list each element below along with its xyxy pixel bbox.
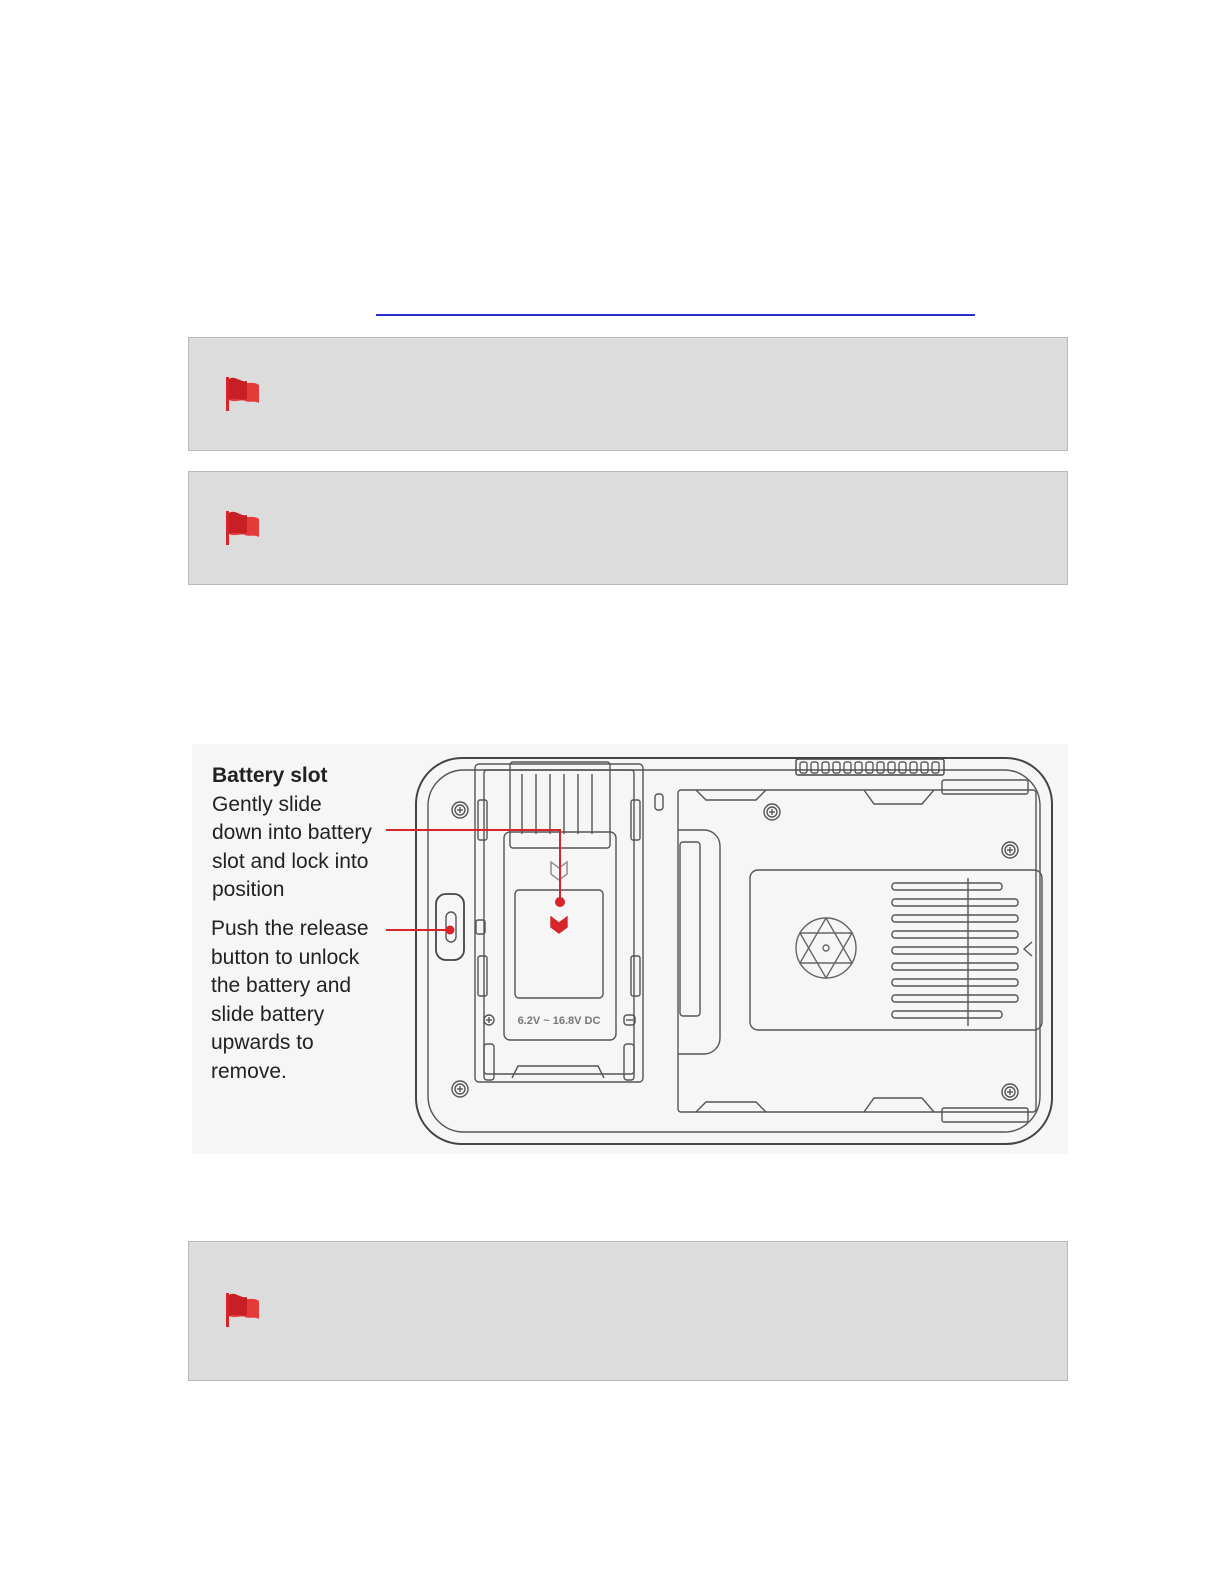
callout-line: upwards to xyxy=(211,1031,314,1055)
voltage-label: 6.2V ~ 16.8V DC xyxy=(517,1015,601,1027)
battery-direction-marker xyxy=(551,917,567,933)
screw xyxy=(764,804,780,820)
inner-plate xyxy=(750,870,1042,1030)
note-box xyxy=(188,1241,1068,1381)
cooling-fins xyxy=(892,878,1018,1026)
callout-line: remove. xyxy=(211,1059,287,1083)
device-back-illustration xyxy=(192,744,1068,1154)
flag-icon xyxy=(223,373,265,415)
callout-title: Battery slot xyxy=(212,764,328,787)
callout-line: slide battery xyxy=(211,1002,325,1026)
note-box xyxy=(188,471,1068,585)
screw xyxy=(1002,1084,1018,1100)
device-body xyxy=(416,758,1052,1144)
callout-line: slot and lock into xyxy=(212,849,369,873)
callout-line: Push the release xyxy=(211,917,369,940)
flag-icon xyxy=(223,507,265,549)
callout-line: Gently slide xyxy=(212,792,322,816)
device-inner-frame xyxy=(428,770,1040,1132)
note-box xyxy=(188,337,1068,451)
atomos-logo-icon xyxy=(796,918,856,978)
battery-slot-figure xyxy=(192,744,1068,1154)
callout-dot xyxy=(555,897,565,907)
callout-line: the battery and xyxy=(211,974,352,998)
mounting-plate xyxy=(678,790,1036,1112)
callout-dot xyxy=(446,926,455,935)
hyperlink-underline[interactable] xyxy=(376,314,975,316)
flag-icon xyxy=(223,1289,265,1331)
callout-leader-lines xyxy=(386,830,560,930)
callout-line: button to unlock xyxy=(211,945,360,969)
screw xyxy=(452,802,468,818)
callout-line: position xyxy=(212,878,285,902)
callout-line: down into battery xyxy=(212,821,372,845)
screw xyxy=(1002,842,1018,858)
screw xyxy=(452,1081,468,1097)
top-vent xyxy=(796,759,944,775)
